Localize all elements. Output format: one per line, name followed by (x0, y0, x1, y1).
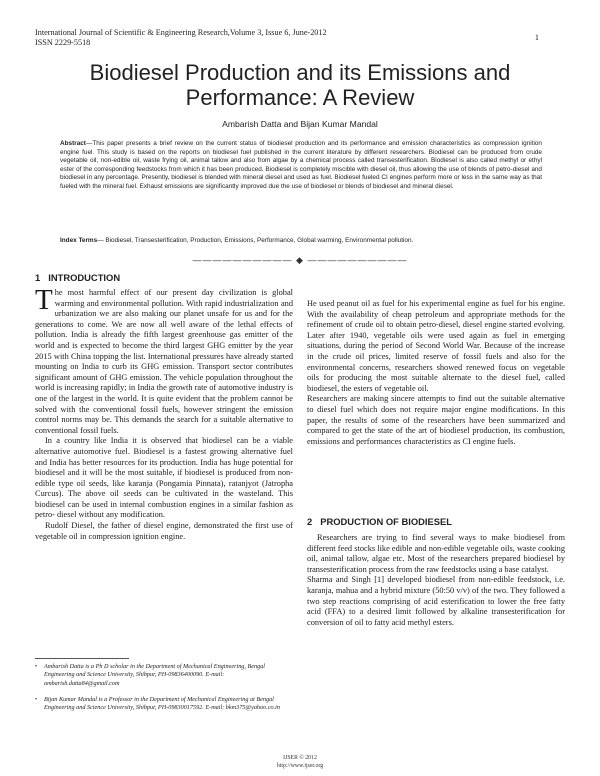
section-2-number: 2 (307, 516, 313, 527)
section-2-body (307, 533, 565, 628)
footer-copyright: IJSER © 2012 (283, 755, 317, 761)
intro-paragraph-1 (35, 284, 293, 436)
section-2-heading (307, 516, 452, 527)
paper-title: Biodiesel Production and its Emissions and Performance: A Review (89, 60, 511, 110)
footnote-bullet: • (35, 663, 38, 670)
footer-url[interactable]: http://www.ijser.org (276, 763, 324, 769)
abstract-text: —This paper presents a brief review on the current status of biodiesel production and its performance and emission characteristics as compression ignition engine fuel. This study is based on the reports on biodiesel fuel published in the current literature by different researchers. Biodiesel can be produced from crude vegetable oil, non-edible oil, waste frying oil, animal tallow and also from algae by a chemical process called transesterification. Biodiesel is also called methyl or ethyl ester of the corresponding feedstocks from which it has been produced. Biodiesel is completely miscible with diesel oil, thus allowing the use of blends of petro-diesel and biodiesel in any percentage. Presently, biodiesel is blended with mineral diesel and used as fuel. Biodiesel fueled CI engines perform more or less in the same way as that fueled with the mineral fuel. Exhaust emissions are significantly improved due the use of biodiesel or blends of biodiesel and mineral diesel. (60, 140, 542, 190)
intro-paragraph-4: He used peanut oil as fuel for his experimental engine as fuel for his engine. With the availability of cheap petroleum and appropriate methods for the refinement of crude oil to obtain petro-diesel, diesel engine started evolving. Later after 1940, vegetable oils were used again as fuel in emerging situations, during the period of Second World War. Because of the increase in the crude oil prices, limited reserve of fossil fuels and also for the environmental concerns, researchers showed renewed focus on vegetable oils for producing the most suitable alternate to the diesel fuel, called biodiesel, the esters of vegetable oil. (307, 299, 565, 393)
intro-paragraph-2: In a country like India it is observed that biodiesel can be a viable alternative automotive fuel. Biodiesel is a fastest growing alternative fuel and India has better resources for its production. India has huge potential for biodiesel and it will be the most suitable, if biodiesel is produced from non-edible type oil seeds, like karanja (Pongamia Pinnata), ratanjyot (Jatropha Curcus). The above oil seeds can be cultivated in the wasteland. This biodiesel can be used in internal combustion engines in a similar fashion as petro- diesel without any modification. (35, 436, 293, 520)
index-terms-text: — Biodiesel, Transesterification, Production, Emissions, Performance, Global warming, Environmental pollution. (97, 237, 414, 244)
intro-paragraph-5: Researchers are making sincere attempts to find out the suitable alternative to diesel fuel which does not require major engine modifications. In this paper, the results of some of the researchers have been summarized and compared to get the state of the art of biodiesel production, its combustion, emissions and performances characteristics as CI engine fuels. (307, 394, 565, 446)
footnote-bullet: • (35, 696, 38, 703)
footnote-1 (35, 663, 293, 688)
footnote-rule (35, 658, 129, 659)
right-column (307, 299, 565, 447)
production-paragraph-1: Researchers are trying to find several ways to make biodiesel from different feed stocks like edible and non-edible vegetable oils, waste cooking oil, animal tallow, algae etc. Most of the researchers prepared biodiesel by transesterification process from the raw feedstocks using a base catalyst. (307, 533, 565, 574)
abstract-label: Abstract (60, 140, 86, 147)
drop-cap: T (35, 284, 53, 316)
section-1-title: INTRODUCTION (48, 272, 121, 283)
intro-paragraph-1-text: he most harmful effect of our present day civilization is global warming and environmental pollution. With rapid industrialization and urbanization we are also making our planet unsafe for us and for the generations to come. We are now all well aware of the lethal effects of pollution. India is already the fifth largest greenhouse gas emitter of the world and is expected to become the third largest GHG emitter by the year 2015 with China topping the list. International pressures have already started mounting on India to curb its GHG emission. Transport sector contributes significant amount of GHG emission. The vehicle population throughout the world is increasing rapidly; in India the growth rate of automotive industry is one of the largest in the world. It is quite evident that the problem cannot be solved with the conventional fossil fuels, however stringent the emission control norms may be. This demands the search for a suitable alternative to conventional fossil fuels. (35, 288, 293, 435)
abstract (60, 140, 542, 192)
page-number: 1 (534, 33, 539, 42)
journal-header: International Journal of Scientific & Engineering Research,Volume 3, Issue 6, June-2012 (35, 28, 327, 37)
footnote-2-text: Bijan Kumar Mandal is a Professor in the Department of Mechanical Engineering at Bengal Engineering and Science University, Shibpur, PH-09830017592. E-mail: bkm375@yahoo.co.in (44, 696, 280, 712)
footnote-2 (35, 696, 293, 713)
intro-paragraph-3: Rudolf Diesel, the father of diesel engine, demonstrated the first use of vegetable oil in compression ignition engine. (35, 521, 293, 541)
authors: Ambarish Datta and Bijan Kumar Mandal (222, 119, 378, 129)
section-1-number: 1 (35, 272, 41, 283)
section-2-title: PRODUCTION OF BIODIESEL (320, 516, 452, 527)
section-divider: —————————— ◆ —————————— (192, 255, 408, 265)
section-1-heading (35, 272, 120, 283)
left-column (35, 284, 293, 542)
index-terms-label: Index Terms (60, 237, 98, 244)
production-paragraph-2: Sharma and Singh [1] developed biodiesel from non-edible feedstock, i.e. karanja, mahua and a hybrid mixture (50:50 v/v) of the two. They followed a two step reactions comprising of acid esterification to lower the free fatty acid (FFA) to a desired limit followed by alkaline transesterification for conversion of oil to fatty acid methyl esters. (307, 575, 565, 627)
footnote-1-text: Ambarish Datta is a Ph D scholar in the Department of Mechanical Engineering, Bengal Engineering and Science University, Shibpur, PH-09836400090. E-mail: ambarish.datta84@gmail.com (44, 663, 266, 687)
index-terms (60, 237, 542, 246)
issn: ISSN 2229-5518 (35, 38, 91, 47)
